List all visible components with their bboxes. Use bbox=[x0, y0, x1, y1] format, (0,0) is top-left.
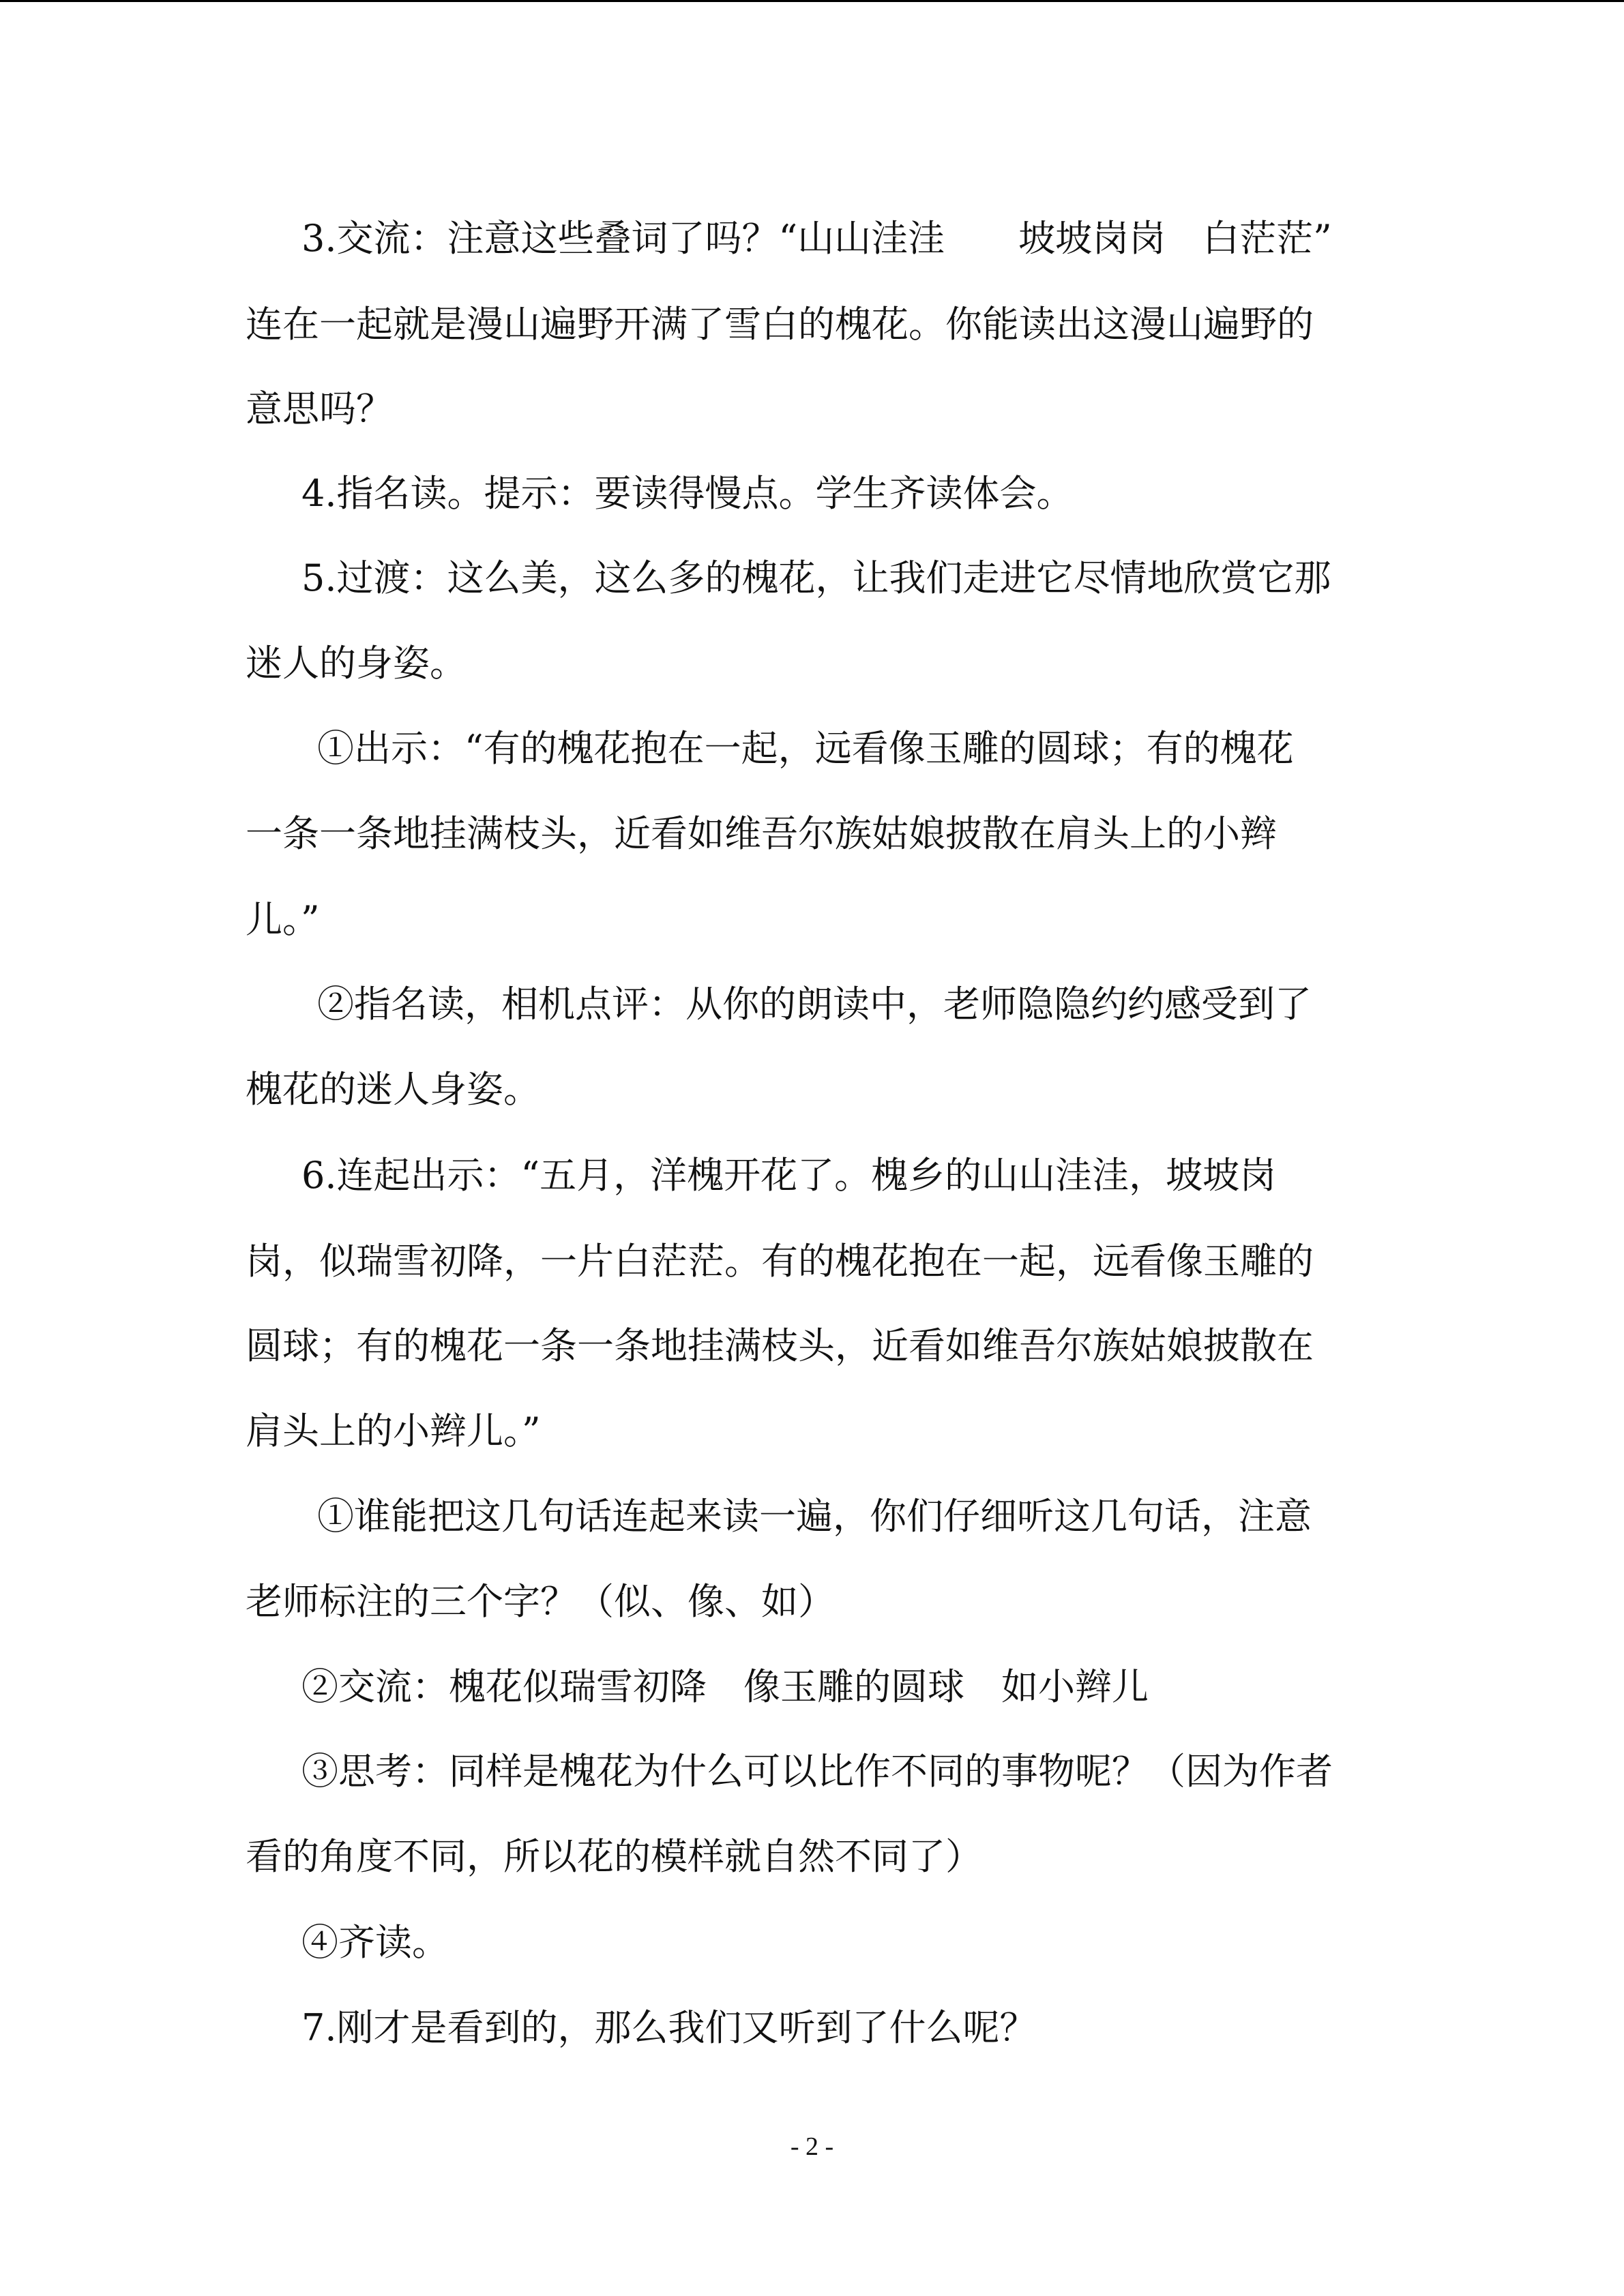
text-line-3: 意思吗？ bbox=[246, 387, 393, 430]
text-line-13: 岗，似瑞雪初降，一片白茫茫。有的槐花抱在一起，远看像玉雕的 bbox=[246, 1240, 1314, 1283]
text-line-20: 看的角度不同，所以花的模样就自然不同了） bbox=[246, 1835, 982, 1878]
text-line-19: ③思考：同样是槐花为什么可以比作不同的事物呢？（因为作者 bbox=[301, 1750, 1333, 1793]
text-line-17: 老师标注的三个字？（似、像、如） bbox=[246, 1580, 835, 1623]
text-line-1: 3.交流：注意这些叠词了吗？“山山洼洼 坡坡岗岗 白茫茫” bbox=[301, 217, 1332, 260]
text-line-9: 儿。” bbox=[246, 898, 320, 941]
text-line-6: 迷人的身姿。 bbox=[246, 642, 467, 685]
page-number: - 2 - bbox=[790, 2132, 834, 2161]
text-line-11: 槐花的迷人身姿。 bbox=[246, 1068, 540, 1111]
text-line-7: ①出示：“有的槐花抱在一起，远看像玉雕的圆球；有的槐花 bbox=[317, 727, 1294, 770]
text-line-10: ②指名读，相机点评：从你的朗读中，老师隐隐约约感受到了 bbox=[317, 983, 1312, 1026]
text-line-16: ①谁能把这几句话连起来读一遍，你们仔细听这几句话，注意 bbox=[317, 1495, 1312, 1538]
text-line-15: 肩头上的小辫儿。” bbox=[246, 1410, 541, 1452]
text-line-8: 一条一条地挂满枝头，近看如维吾尔族姑娘披散在肩头上的小辫 bbox=[246, 812, 1277, 855]
text-line-14: 圆球；有的槐花一条一条地挂满枝头，近看如维吾尔族姑娘披散在 bbox=[246, 1324, 1314, 1367]
text-line-4: 4.指名读。提示：要读得慢点。学生齐读体会。 bbox=[301, 472, 1074, 515]
text-line-21: ④齐读。 bbox=[301, 1921, 449, 1964]
text-line-22: 7.刚才是看到的，那么我们又听到了什么呢？ bbox=[301, 2006, 1037, 2049]
text-line-2: 连在一起就是漫山遍野开满了雪白的槐花。你能读出这漫山遍野的 bbox=[246, 303, 1314, 346]
text-line-5: 5.过渡：这么美，这么多的槐花，让我们走进它尽情地欣赏它那 bbox=[301, 556, 1331, 599]
text-line-18: ②交流：槐花似瑞雪初降 像玉雕的圆球 如小辫儿 bbox=[301, 1665, 1149, 1708]
text-line-12: 6.连起出示：“五月，洋槐开花了。槐乡的山山洼洼，坡坡岗 bbox=[301, 1154, 1277, 1197]
